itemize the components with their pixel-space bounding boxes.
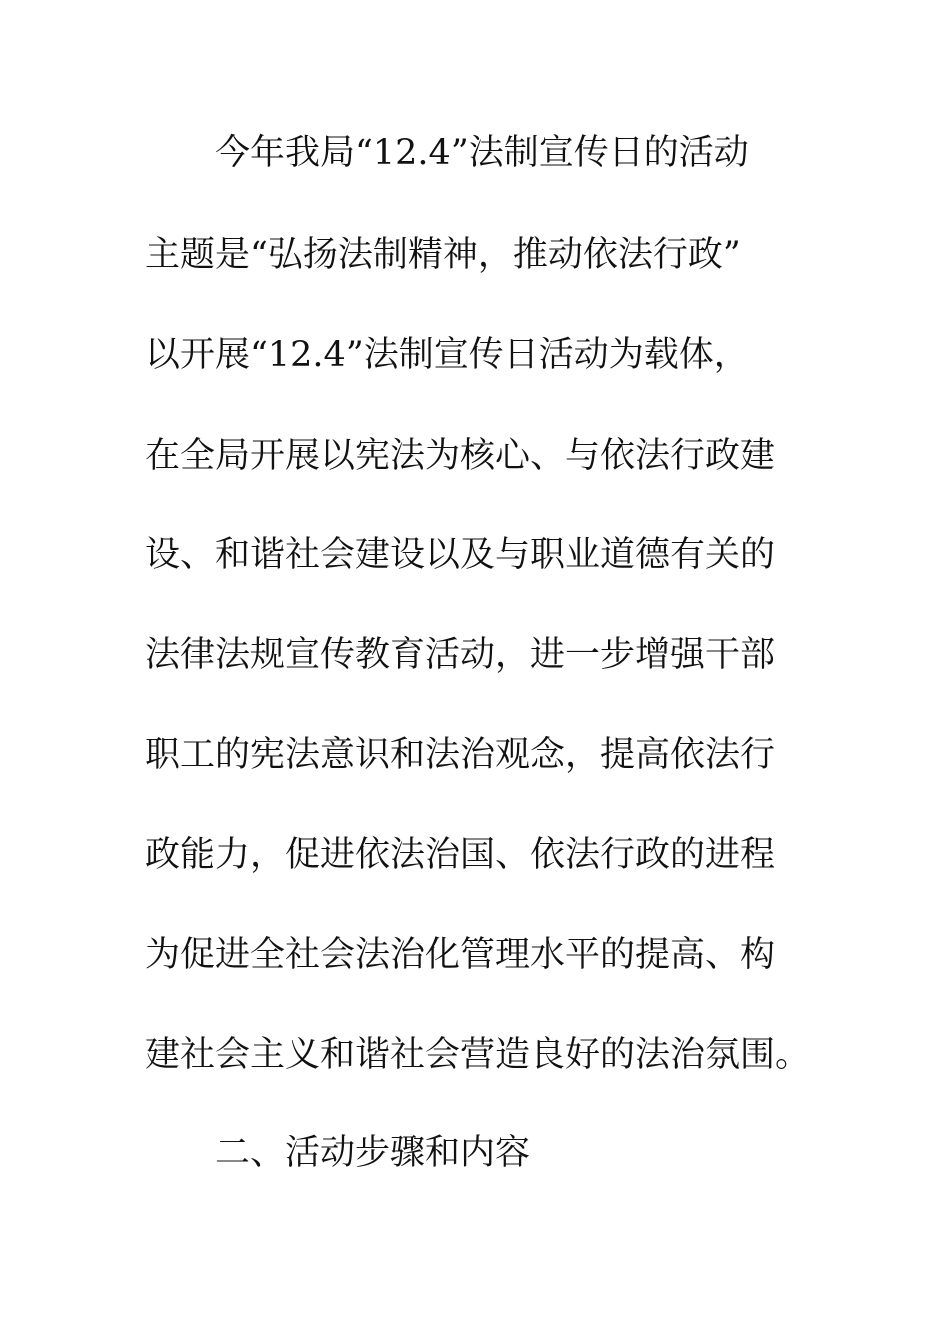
paragraph-line-1: 今年我局“12.4”法制宣传日的活动 xyxy=(215,133,749,173)
paragraph-line-5: 设、和谐社会建设以及与职业道德有关的 xyxy=(145,535,776,575)
paragraph-line-2: 主题是“弘扬法制精神，推动依法行政” xyxy=(145,235,741,275)
section-heading: 二、活动步骤和内容 xyxy=(215,1133,531,1173)
paragraph-line-8: 政能力，促进依法治国、依法行政的进程 xyxy=(145,835,776,875)
paragraph-line-3: 以开展“12.4”法制宣传日活动为载体， xyxy=(145,335,749,375)
paragraph-line-4: 在全局开展以宪法为核心、与依法行政建 xyxy=(145,436,776,476)
paragraph-line-7: 职工的宪法意识和法治观念，提高依法行 xyxy=(145,735,776,775)
paragraph-line-6: 法律法规宣传教育活动，进一步增强干部 xyxy=(145,635,776,675)
paragraph-line-9: 为促进全社会法治化管理水平的提高、构 xyxy=(145,935,776,975)
paragraph-line-10: 建社会主义和谐社会营造良好的法治氛围。 xyxy=(145,1035,811,1075)
